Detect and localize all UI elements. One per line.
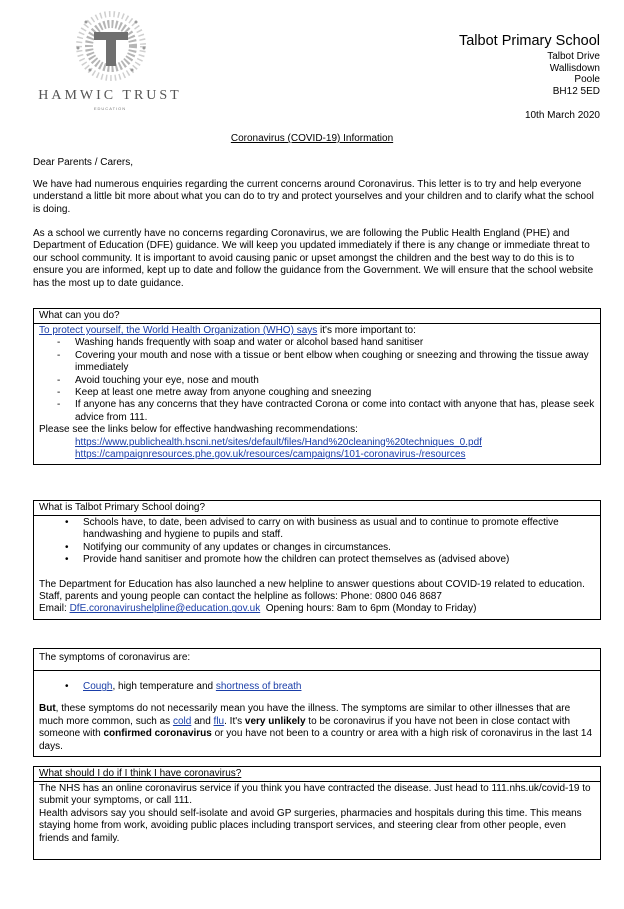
address-line: Wallisdown [549,62,600,74]
list-item: • Schools have, to date, been advised to carry on with business as usual and to continue to promote effective handwashing and hygiene to pupils and staff. [39,517,595,542]
letter-date: 10th March 2020 [524,110,600,121]
crest-icon [26,8,196,88]
address-line: BH12 5ED [552,85,600,97]
handwashing-link-1[interactable]: https://www.publichealth.hscni.net/sites/default/files/Hand%20cleaning%20techniques_0.pdf [75,436,482,448]
what-should-i-do-box [33,766,601,860]
nhs-paragraph: The NHS has an online coronavirus service if you think you have contracted the disease. Just head to 111.nhs.uk/covid-19 to submit your symptoms, or call 111. [39,783,591,807]
intro-paragraph: We have had numerous enquiries regarding the current concerns around Coronavirus. This letter is to try and help everyone understand a little bit more about what you can do to try and protect yourselves and your children and to clarify what the school is doing. [33,179,594,215]
salutation: Dear Parents / Carers, [33,157,134,168]
who-link[interactable]: To protect yourself, the World Health Organization (WHO) says [39,325,318,336]
list-item: - Keep at least one metre away from anyone coughing and sneezing [39,387,595,399]
what-can-you-do-box [33,308,601,465]
symptoms-box [33,648,601,757]
symptom-text: , high temperature and [112,681,216,692]
list-item: - Avoid touching your eye, nose and mouth [39,375,595,387]
handwashing-link-2[interactable]: https://campaignresources.phe.gov.uk/resources/campaigns/101-coronavirus-/resources [75,449,466,461]
box-heading [34,767,600,782]
box-heading: The symptoms of coronavirus are: [34,649,600,671]
email-line [39,603,595,615]
flu-link[interactable]: flu [213,715,225,727]
address-line: Poole [574,74,600,86]
who-intro-text: it's more important to: [317,325,416,336]
helpline-email-link[interactable]: DfE.coronavirushelpline@education.gov.uk [69,603,261,615]
trust-subtitle: EDUCATION [93,106,127,111]
cough-link[interactable]: Cough [83,681,113,692]
school-name: Talbot Primary School [458,33,600,49]
opening-hours: Opening hours: 8am to 6pm (Monday to Friday) [260,603,477,615]
trust-name: HAMWIC TRUST [38,88,182,103]
text-span: to be coronavirus if you have not been in close contact with someone with [39,715,571,740]
text-span: , these symptoms do not necessarily mean you have the illness. The symptoms are similar to other illnesses that are much more common, such as [39,703,571,727]
self-isolate-paragraph: Health advisors say you should self-isolate and avoid GP surgeries, pharmacies and hospitals during this time. This means staying home from work, avoiding public places including transport services, and steering clear from other people, even friends and family. [39,807,582,844]
box-heading-text: What should I do if I think I have coronavirus? [39,768,242,779]
advice-list [39,337,595,424]
box-heading: What is Talbot Primary School doing? [34,501,600,516]
list-item: • Notifying our community of any updates or changes in circumstances. [39,542,595,554]
list-item: - If anyone has any concerns that they have contracted Corona or come into contact with anyone that has, please seek advice from 111. [39,399,595,424]
list-item [39,681,595,693]
helpline-text: The Department for Education has also launched a new helpline to answer questions about COVID-19 related to education. Staff, parents and young people can contact the helpline as follows: Phone: 0800 046 8687 [39,578,585,603]
school-address [547,51,600,97]
shortness-of-breath-link[interactable]: shortness of breath [215,681,302,692]
text-span: . It's [224,715,245,727]
but-text: But [39,703,56,715]
guidance-paragraph: As a school we currently have no concerns regarding Coronavirus, we are following the Public Health England (PHE) and Department of Education (DFE) guidance. We will keep you updated immediately if there is any change or immediate threat to our school community. It is important to avoid causing panic or upset amongst the children and the best way to do this is to ensure you are informed, kept up to date and follow the guidance from the Government. We will ensure that the school website has the most up to date guidance. [33,228,594,289]
list-item: - Washing hands frequently with soap and water or alcohol based hand sanitiser [39,337,595,349]
list-item: • Provide hand sanitiser and promote how the children can protect themselves as (advised above) [39,554,595,566]
school-actions-box [33,500,601,620]
school-actions-list [39,517,595,567]
list-item: - Covering your mouth and nose with a tissue or bent elbow when coughing or sneezing and throwing the tissue away immediately [39,350,595,375]
symptoms-paragraph [39,703,595,753]
address-line: Talbot Drive [547,51,600,62]
links-intro: Please see the links below for effective handwashing recommendations: [39,424,358,436]
very-unlikely-text: very unlikely [244,715,306,727]
box-heading: What can you do? [34,309,600,324]
letter-title: Coronavirus (COVID-19) Information [230,133,394,144]
confirmed-text: confirmed coronavirus [103,728,212,740]
email-label: Email: [39,603,70,615]
who-intro [39,325,595,337]
symptoms-list [39,681,595,693]
cold-link[interactable]: cold [172,715,192,727]
text-span: and [191,715,214,727]
text-span: or you have not been to a country or area with a high risk of coronavirus in the last 14 days. [39,728,593,752]
